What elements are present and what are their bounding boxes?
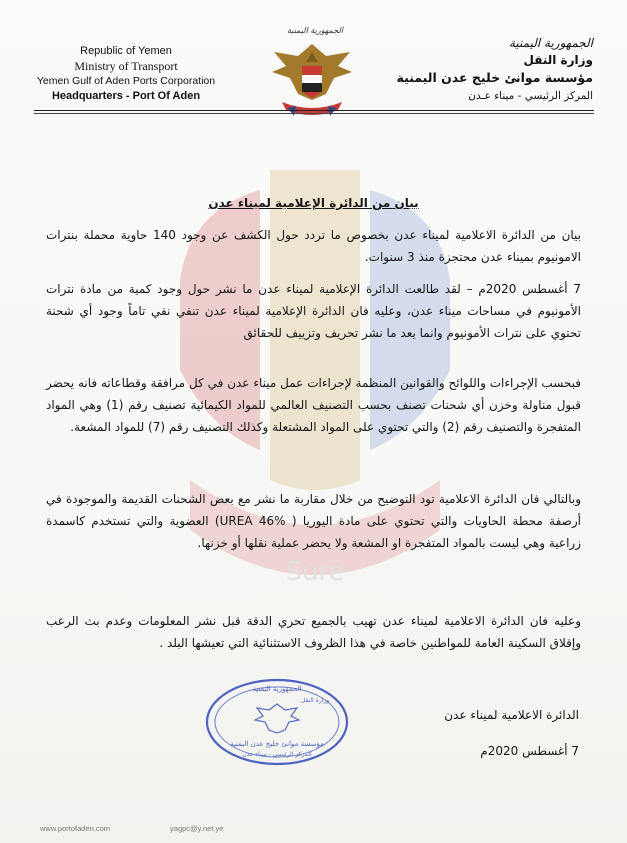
header-divider <box>34 110 594 111</box>
official-stamp <box>203 676 351 768</box>
document-date: 7 أغسطس 2020م <box>480 744 579 758</box>
stamp-ministry-text: وزارة النقل <box>300 697 330 704</box>
paragraph-regulations: فبحسب الإجراءات واللوائح والقوانين المنظمة لإجراءات عمل ميناء عدن في كل مرافقة وقطاعاته فانه يحضر قبول مناولة وخزن أي شحنات تصنف بحسب التصنيف العالمي للمواد الكيمائية تصنيف رقم (1) وهي المواد المتفجرة والتصنيف رقم (2) والتي تحتوي على المواد المشتعلة وكذلك التصنيف رقم (7) للمواد المشعة. <box>46 376 581 434</box>
signature-line: الدائرة الاعلامية لميناء عدن <box>444 708 579 722</box>
letterhead-hq-en: Headquarters - Port Of Aden <box>51 90 201 102</box>
header-divider-thin <box>34 113 594 114</box>
letterhead-arabic <box>393 34 593 105</box>
document-title: بيان من الدائرة الإعلامية لميناء عدن <box>208 196 419 210</box>
emblem-caption: الجمهورية اليمنية <box>286 26 343 35</box>
paragraph-appeal: وعليه فان الدائرة الاعلامية لميناء عدن تهيب بالجميع تحري الدقة قبل نشر المعلومات وعدم بث الرعب وإقلاق السكينة العامة للمواطنين خاصة في هذا الظروف الاستثنائية التي تعيشها البلد . <box>46 614 581 650</box>
eagle-emblem-icon <box>268 22 356 140</box>
footer <box>40 824 590 838</box>
letterhead-ministry-ar: وزارة النقل <box>523 53 593 67</box>
stamp-corporation-text: مؤسسة موانئ خليج عدن اليمنية <box>230 740 324 748</box>
paragraph-denial: 7 أغسطس 2020م – لقد طالعت الدائرة الإعلامية لميناء عدن ما نشر حول وجود كمية من مادة نترات الأمونيوم في مساحات ميناء عدن، وعليه فان الدائرة الإعلامية لميناء عدن تنفي نفي تاماً وجود أي شحنة تحتوي على نترات الأمونيوم وانما يعد ما نشر تحريف وتزييف للحقائق <box>46 282 581 340</box>
footer-email: yagpc@y.net.ye <box>170 824 224 833</box>
letterhead-corporation-en: Yemen Gulf of Aden Ports Corporation <box>36 75 216 87</box>
paragraph-clarification: وبالتالي فان الدائرة الاعلامية تود التوضيح من خلال مقاربة ما نشر مع بعض الشحنات القديمة والموجودة في أرصفة محطة الحاويات والتي تحتوي على مادة اليوريا ( UREA 46%) العضوية والتي تستخدم كاسمدة زراعية وهي ليست بالمواد المتفجرة او المشعة ولا يحضر عملية نقلها أو خزنها. <box>46 492 581 550</box>
stamp-top-text: الجمهورية اليمنية <box>252 685 302 693</box>
paragraph-intro: بيان من الدائرة الاعلامية لميناء عدن بخصوص ما تردد حول الكشف عن وجود 140 حاوية محملة بنترات الامونيوم بميناء عدن محتجزة منذ 3 سنوات. <box>46 228 581 264</box>
letterhead-ministry-en: Ministry of Transport <box>74 59 178 73</box>
letterhead-country-ar: الجمهورية اليمنية <box>508 36 593 50</box>
letterhead-hq-ar: المركز الرئيسي - ميناء عـدن <box>468 90 593 102</box>
letterhead-english <box>36 44 216 104</box>
svg-text:Sure: Sure <box>285 557 345 587</box>
stamp-hq-text: المركز الرئيسي - ميناء عدن <box>242 751 312 758</box>
letterhead-country-en: Republic of Yemen <box>80 45 172 57</box>
footer-website: www.portofaden.com <box>40 824 111 833</box>
letterhead-corporation-ar: مؤسسة موانئ خليج عدن اليمنية <box>396 70 593 85</box>
